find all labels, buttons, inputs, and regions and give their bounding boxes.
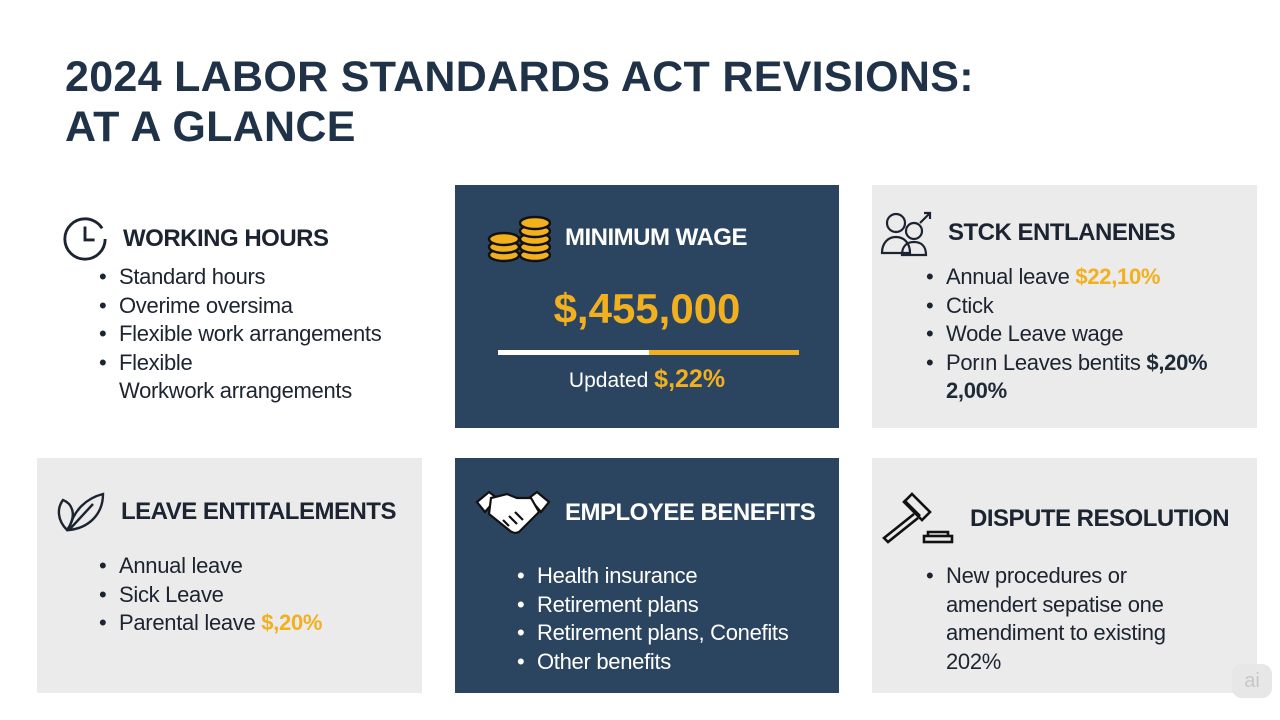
- leaf-icon: [53, 490, 107, 534]
- list-item: • Retirement plans: [517, 591, 788, 620]
- dispute-heading: DISPUTE RESOLUTION: [970, 505, 1230, 532]
- gavel-icon: [880, 492, 956, 546]
- sick-heading: STCK ENTLANENES: [948, 219, 1176, 246]
- people-icon: [880, 209, 934, 257]
- list-item: • New procedures or amendert sepatise one amendiment to existing 202%: [926, 562, 1166, 676]
- list-item: • Overime oversima: [99, 292, 381, 321]
- list-item: • Health insurance: [517, 562, 788, 591]
- clock-icon: [61, 215, 109, 263]
- dispute-resolution-card: [872, 458, 1257, 693]
- minimum-wage-value: $,455,000: [553, 285, 741, 332]
- updated-text: Updated $,22%: [568, 365, 726, 393]
- list-item: • Flexible work arrangements: [99, 320, 381, 349]
- handshake-icon: [475, 488, 551, 538]
- working-hours-card: [37, 185, 422, 428]
- sick-entitlements-card: [872, 185, 1257, 428]
- leave-entitlements-card: [37, 458, 422, 693]
- list-item: • Annual leave: [99, 552, 322, 581]
- list-item: • Wode Leave wage: [926, 320, 1207, 349]
- list-item: • Sick Leave: [99, 581, 322, 610]
- list-item: • Parental leave $,20%: [99, 609, 322, 638]
- minimum-wage-card: [455, 185, 839, 428]
- list-item: • Porın Leaves bentits $,20% 2,00%: [926, 349, 1207, 406]
- page-title: 2024 LABOR STANDARDS ACT REVISIONS: AT A GLANCE: [65, 53, 974, 151]
- watermark-logo: ai: [1232, 664, 1272, 698]
- list-item: • Other benefits: [517, 648, 788, 677]
- list-item: • Flexible: [99, 349, 381, 378]
- list-item: • Annual leave $22,10%: [926, 263, 1207, 292]
- list-item: • Standard hours: [99, 263, 381, 292]
- minimum-wage-heading: MINIMUM WAGE: [565, 224, 747, 251]
- employee-benefits-card: [455, 458, 839, 693]
- list-item-continued: Workwork arrangements: [119, 378, 352, 403]
- leave-heading: LEAVE ENTITALEMENTS: [121, 498, 396, 525]
- list-item: • Ctick: [926, 292, 1207, 321]
- working-hours-heading: WORKING HOURS: [123, 225, 329, 252]
- coins-icon: [487, 211, 551, 265]
- benefits-heading: EMPLOYEE BENEFITS: [565, 499, 816, 526]
- wage-progress-bar: [498, 350, 799, 355]
- list-item: • Retirement plans, Conefits: [517, 619, 788, 648]
